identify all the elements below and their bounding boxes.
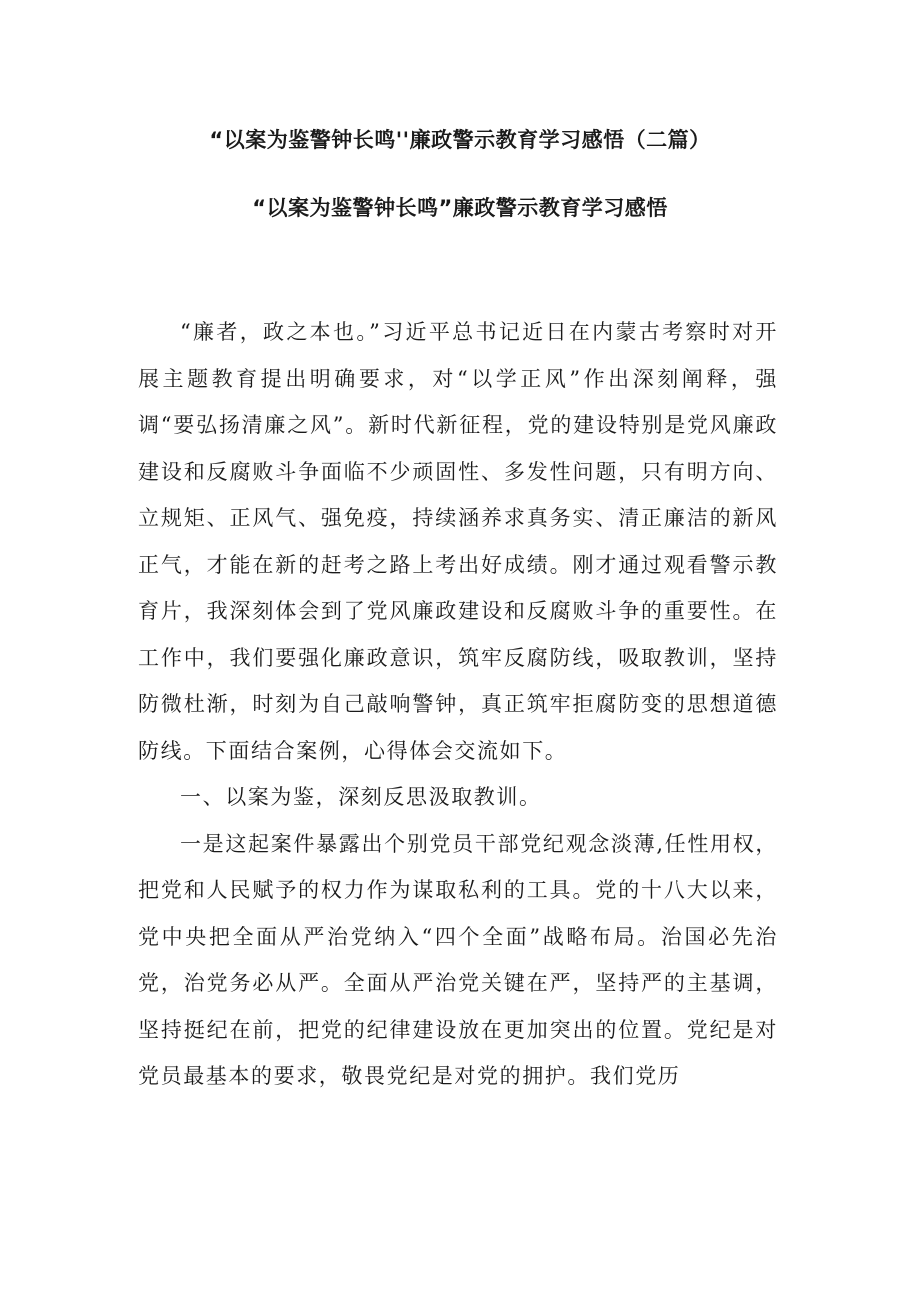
section-heading-1: 一、以案为鉴，深刻反思汲取教训。	[180, 785, 542, 809]
document-body	[138, 309, 778, 1100]
document-title: “以案为鉴警钟长鸣''廉政警示教育学习感悟（二篇）	[209, 128, 711, 152]
document-subtitle: “以案为鉴警钟长鸣”廉政警示教育学习感悟	[252, 196, 668, 220]
paragraph-point-1: 一是这起案件暴露出个别党员干部党纪观念淡薄,任性用权，把党和人民赋予的权力作为谋取私利的工具。党的十八大以来，党中央把全面从严治党纳入“四个全面”战略布局。治国必先治党，治党务必从严。全面从严治党关键在严，坚持严的主基调，坚持挺纪在前，把党的纪律建设放在更加突出的位置。党纪是对党员最基本的要求，敬畏党纪是对党的拥护。我们党历	[138, 831, 778, 1088]
paragraph-intro: “廉者，政之本也。”习近平总书记近日在内蒙古考察时对开展主题教育提出明确要求，对“以学正风”作出深刻阐释，强调“要弘扬清廉之风”。新时代新征程，党的建设特别是党风廉政建设和反腐败斗争面临不少顽固性、多发性问题，只有明方向、立规矩、正风气、强免疫，持续涵养求真务实、清正廉洁的新风正气，才能在新的赶考之路上考出好成绩。刚才通过观看警示教育片，我深刻体会到了党风廉政建设和反腐败斗争的重要性。在工作中，我们要强化廉政意识，筑牢反腐防线，吸取教训，坚持防微杜渐，时刻为自己敲响警钟，真正筑牢拒腐防变的思想道德防线。下面结合案例，心得体会交流如下。	[138, 320, 778, 763]
